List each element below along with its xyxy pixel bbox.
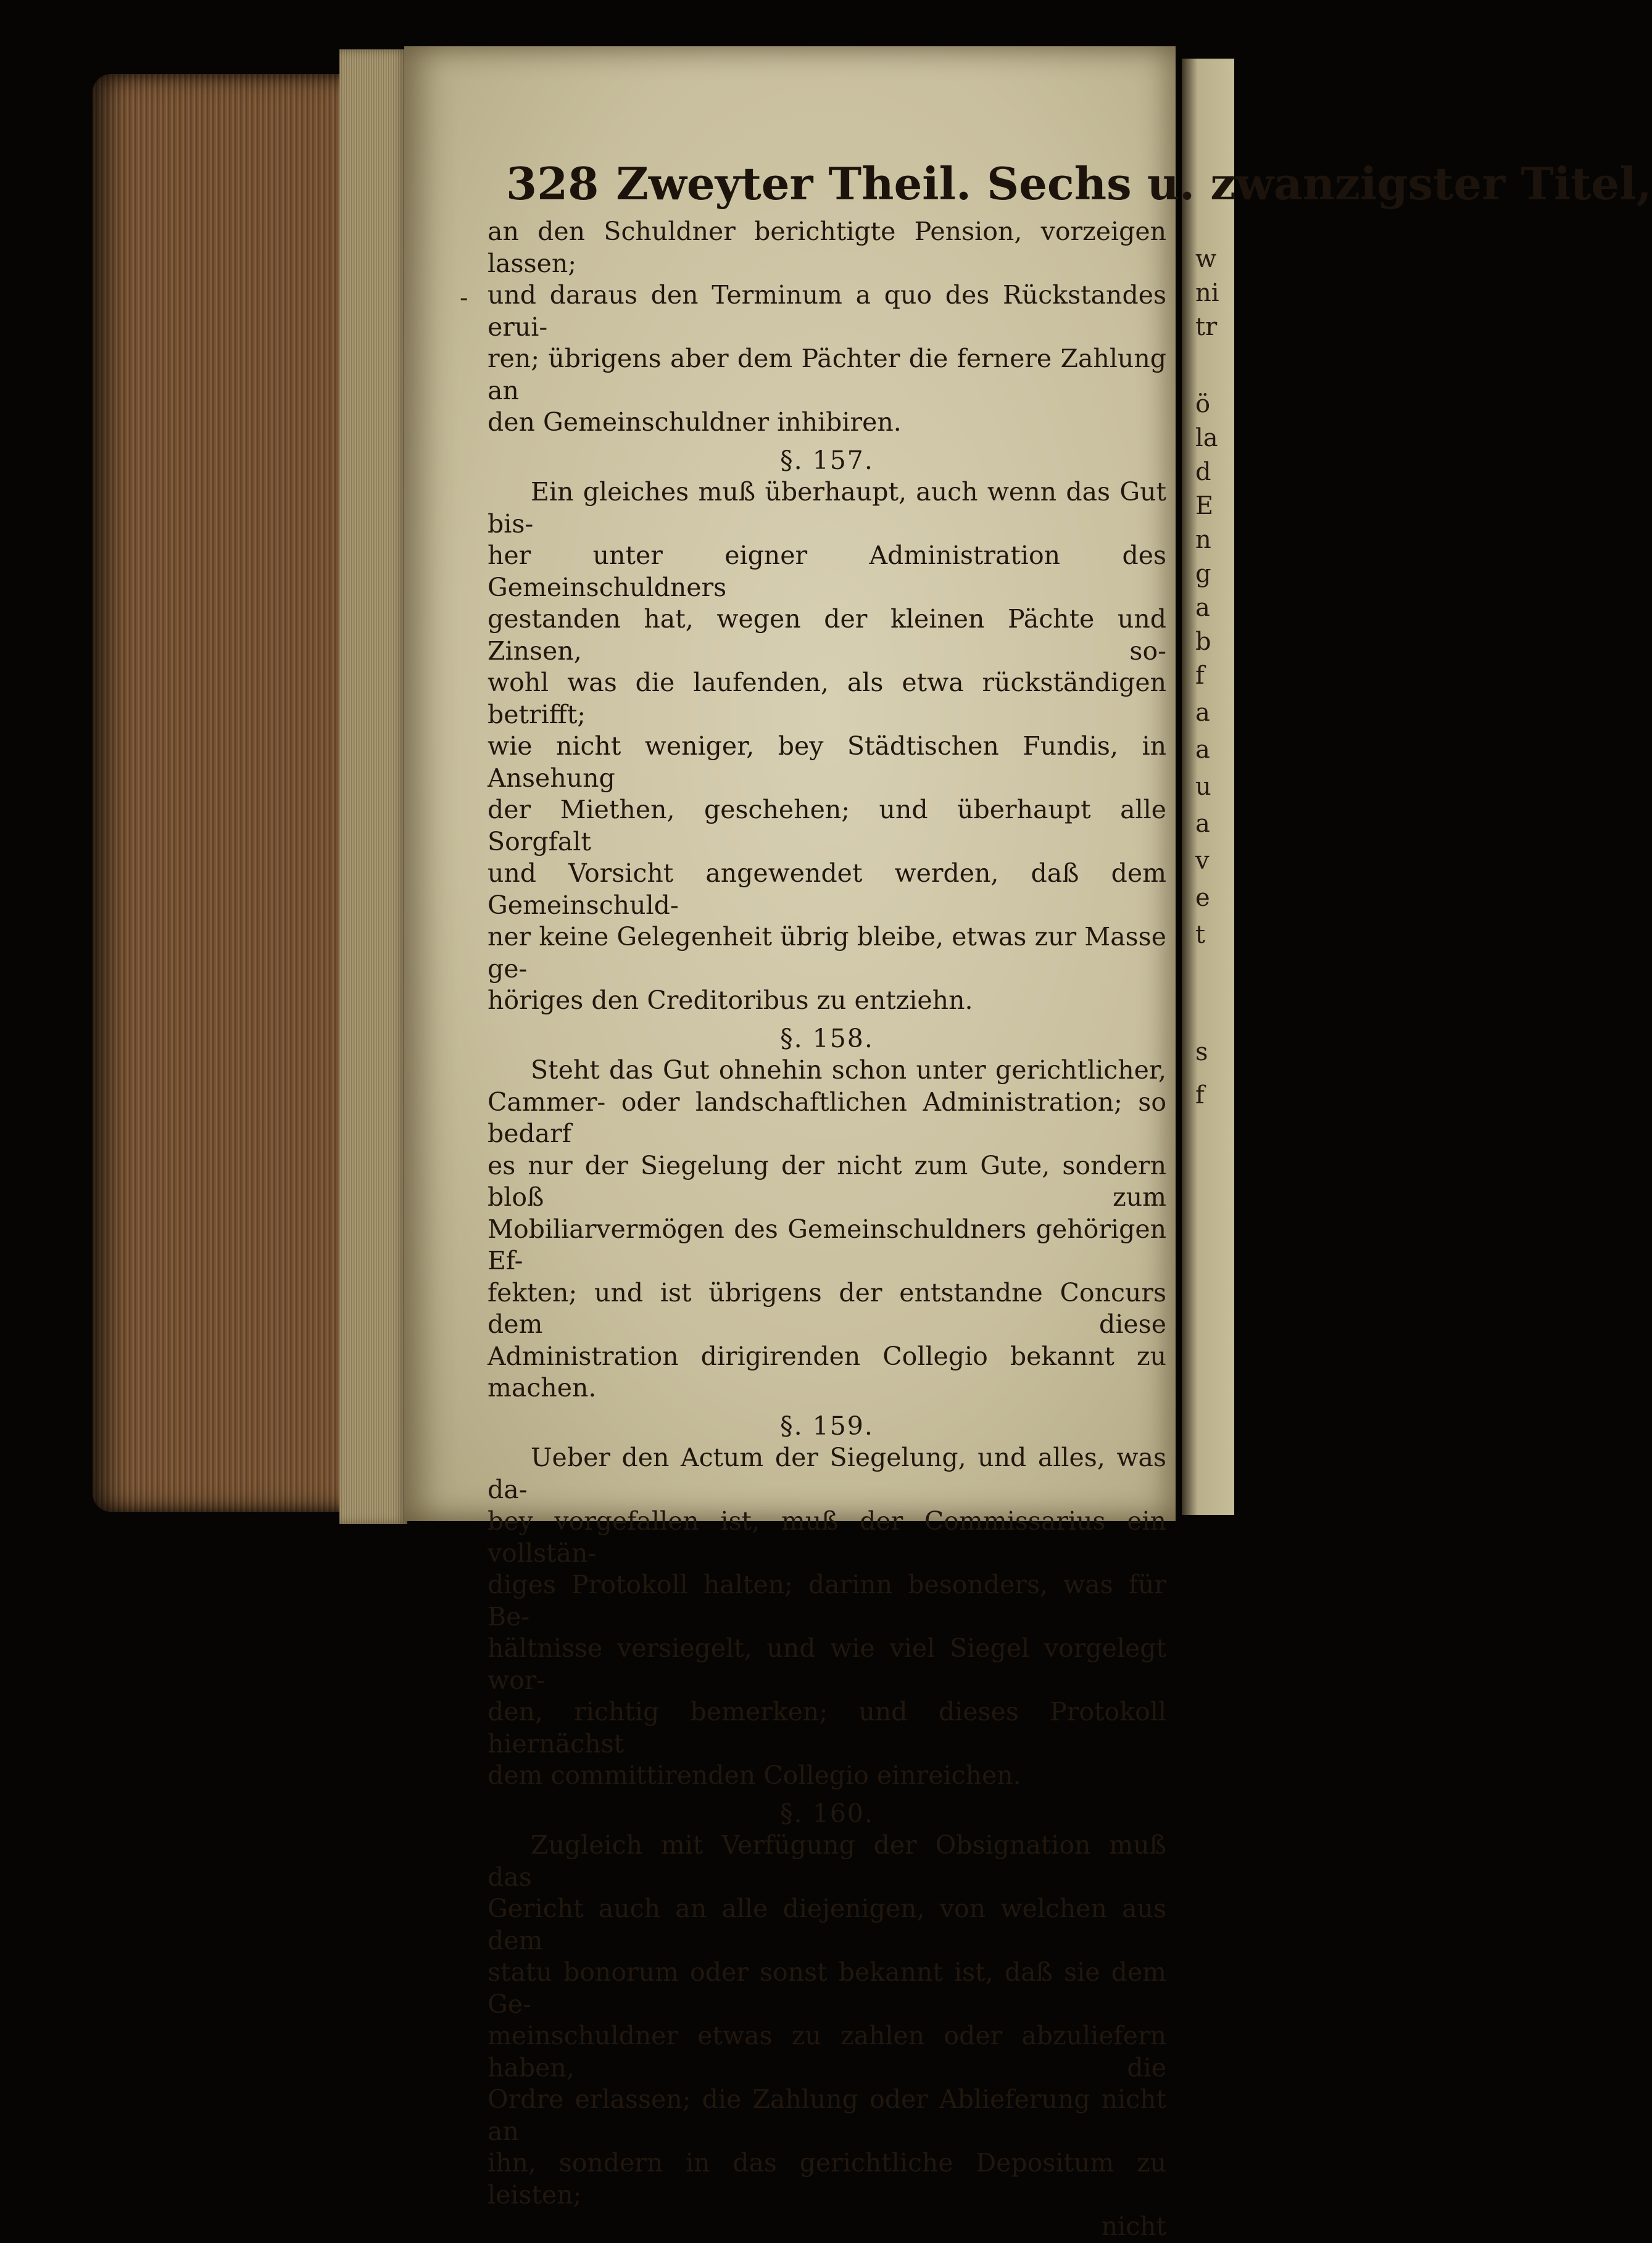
facing-page-fragment: E (1195, 492, 1214, 520)
text-line: hältnisse versiegelt, und wie viel Siegel vorgelegt wor- (488, 1633, 1166, 1695)
text-line: Gericht auch an alle diejenigen, von welchen aus dem (488, 1894, 1166, 1955)
text-line: und Vorsicht angewendet werden, daß dem Gemeinschuld- (488, 858, 1166, 920)
text-line: statu bonorum oder sonst bekannt ist, daß sie dem Ge- (488, 1957, 1166, 2019)
text-line: höriges den Creditoribus zu entziehn. (488, 985, 973, 1015)
page-number: 328 (506, 157, 599, 210)
facing-page-fragment: w (1195, 245, 1217, 273)
text-line: Ein gleiches muß überhaupt, auch wenn das Gut bis- (488, 477, 1166, 539)
text-line: Steht das Gut ohnehin schon unter gerichtlicher, (531, 1055, 1166, 1085)
text-line: meinschuldner etwas zu zahlen oder abzuliefern haben, die (488, 2021, 1166, 2083)
page-stack-edge (339, 49, 407, 1524)
facing-page-fragment: u (1195, 773, 1211, 801)
facing-page-fragment: ö (1195, 390, 1211, 418)
page-body (488, 216, 1166, 2243)
facing-page-fragment: s (1195, 1038, 1208, 1066)
facing-page-fragment: a (1195, 736, 1210, 764)
facing-page-edge (1182, 59, 1234, 1515)
facing-page-fragment: la (1195, 424, 1218, 452)
text-line: ihn, sondern in das gerichtliche Depositum zu leisten; (488, 2148, 1166, 2210)
text-line: fekten; und ist übrigens der entstandne Concurs dem diese (488, 1277, 1166, 1339)
facing-page-fragment: tr (1195, 313, 1218, 341)
text-line: her unter eigner Administration des Gemeinschuldners (488, 541, 1166, 602)
text-line: gestanden hat, wegen der kleinen Pächte und Zinsen, so- (488, 604, 1166, 666)
facing-page-fragment: t (1195, 921, 1206, 949)
facing-page-fragment: f (1195, 1081, 1205, 1109)
text-line: ren; übrigens aber dem Pächter die fernere Zahlung an (488, 344, 1166, 405)
text-line: bey vorgefallen ist, muß der Commissarius ein vollstän- (488, 1506, 1166, 1568)
section-heading-158: §. 158. (780, 1023, 874, 1053)
text-line: und daraus den Terminum a quo des Rückstandes erui- (488, 280, 1166, 342)
text-line: an den Schuldner berichtigte Pension, vorzeigen lassen; (488, 217, 1166, 278)
text-line: dem committirenden Collegio einreichen. (488, 1760, 1021, 1790)
running-head (506, 157, 1652, 213)
facing-page-fragment: b (1195, 628, 1211, 656)
facing-page-fragment: f (1195, 661, 1205, 690)
facing-page-fragment: d (1195, 458, 1211, 486)
catchword: nicht (1101, 2212, 1166, 2241)
text-line: Ueber den Actum der Siegelung, und alles, was da- (488, 1443, 1166, 1504)
facing-page-fragment: ni (1195, 279, 1219, 307)
facing-page-fragment: a (1195, 699, 1210, 727)
text-line: Ordre erlassen; die Zahlung oder Ablieferung nicht an (488, 2084, 1166, 2146)
text-line: Mobiliarvermögen des Gemeinschuldners gehörigen Ef- (488, 1214, 1166, 1275)
text-line: es nur der Siegelung der nicht zum Gute, sondern bloß zum (488, 1150, 1166, 1212)
text-line: diges Protokoll halten; darinn besonders, was für Be- (488, 1570, 1166, 1631)
text-line: den Gemeinschuldner inhibiren. (488, 407, 902, 437)
text-line: Administration dirigirenden Collegio bekannt zu machen. (488, 1341, 1166, 1403)
text-line: den, richtig bemerken; und dieses Protokoll hiernächst (488, 1697, 1166, 1759)
section-heading-157: §. 157. (780, 445, 874, 475)
running-title: Zweyter Theil. Sechs u. zwanzigster Titel, (616, 157, 1652, 210)
section-heading-159: §. 159. (780, 1411, 874, 1441)
facing-page-fragment: e (1195, 884, 1210, 912)
text-line: Zugleich mit Verfügung der Obsignation muß das (488, 1830, 1166, 1892)
text-line: Cammer- oder landschaftlichen Administration; so bedarf (488, 1087, 1166, 1148)
section-heading-160: §. 160. (780, 1798, 874, 1828)
facing-page-fragment: n (1195, 526, 1211, 554)
margin-mark: - (460, 284, 468, 312)
text-line: wohl was die laufenden, als etwa rückständigen betrifft; (488, 668, 1166, 729)
facing-page-fragment: g (1195, 560, 1211, 588)
facing-page-fragment: v (1195, 847, 1210, 875)
text-line: wie nicht weniger, bey Städtischen Fundis, in Ansehung (488, 731, 1166, 793)
text-line: ner keine Gelegenheit übrig bleibe, etwas zur Masse ge- (488, 922, 1166, 984)
text-line: der Miethen, geschehen; und überhaupt alle Sorgfalt (488, 795, 1166, 856)
facing-page-fragment: a (1195, 594, 1210, 622)
facing-page-fragment: a (1195, 810, 1210, 838)
